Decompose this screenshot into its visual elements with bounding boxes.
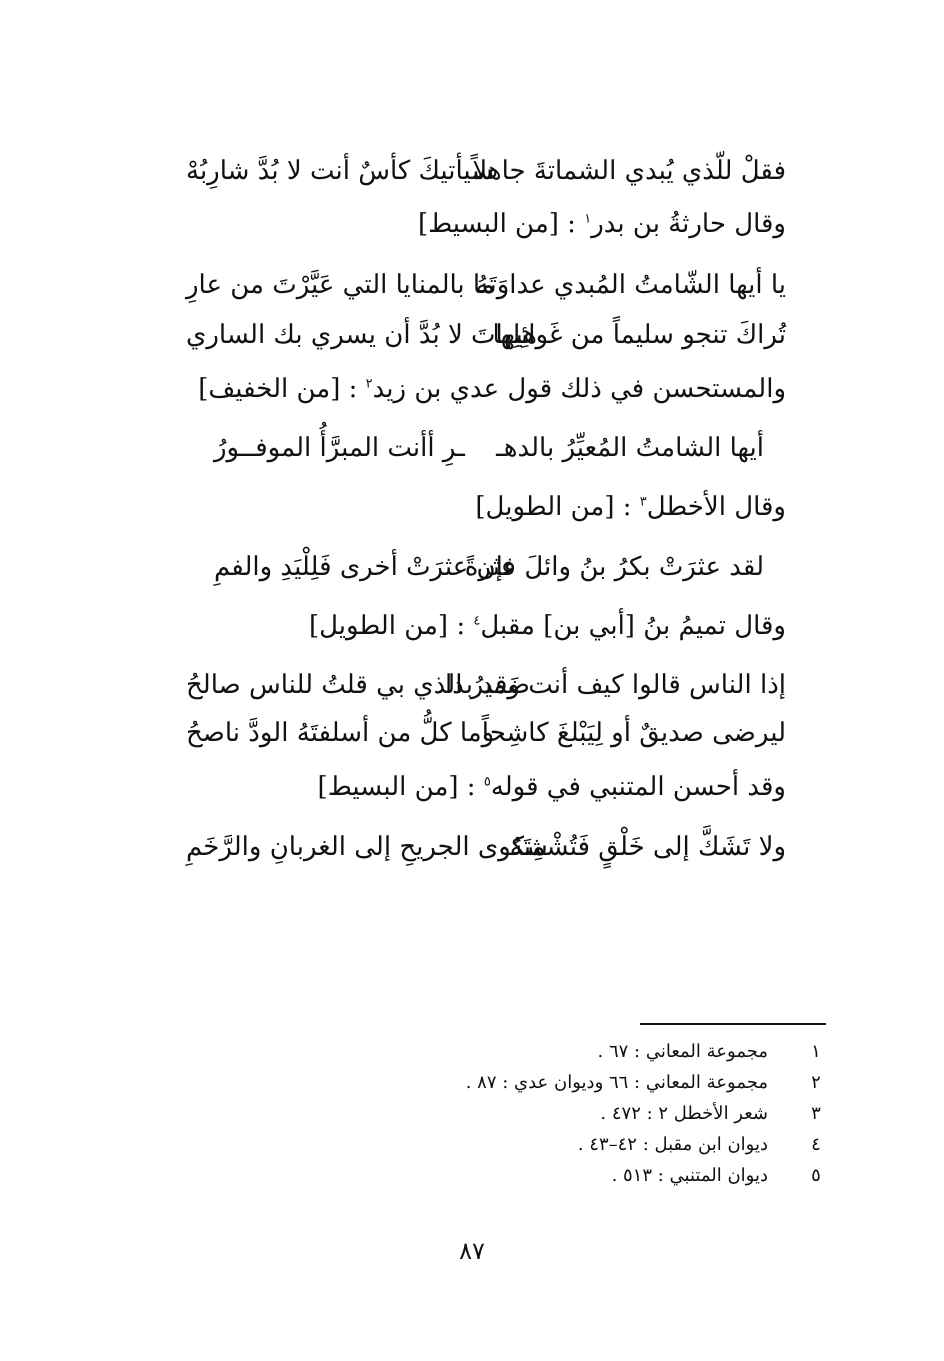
footnote-number: ٣ <box>811 1103 821 1124</box>
footnote-marker: ٢ <box>365 376 373 392</box>
verse-second-hemistich: هيهاتَ لا بُدَّ أن يسري بك الساري <box>186 320 537 350</box>
verse-second-hemistich: ـرِ أأنت المبرَّأُ الموفــورُ <box>214 433 465 463</box>
verse-first-hemistich: ولا تَشَكَّ إلى خَلْقٍ فَتُشْمِتَهُ <box>509 832 786 862</box>
meter-label: : [من البسيط] <box>417 209 585 239</box>
footnote <box>466 1040 826 1064</box>
verse-line <box>186 716 786 750</box>
verse-first-hemistich: تُراكَ تنجو سليماً من غَوائِلِها <box>492 320 786 350</box>
footnote-text: ديوان ابن مقبل : ٤٢–٤٣ . <box>577 1134 768 1155</box>
footnote-number: ٥ <box>811 1165 821 1186</box>
verse-second-hemistich: شكوى الجريحِ إلى الغربانِ والرَّخَمِ <box>186 832 548 862</box>
verse-first-hemistich: ليرضى صديقٌ أو لِيَبْلغَ كاشِحاً <box>481 718 786 748</box>
verse-line <box>186 431 786 465</box>
footnote-number: ٢ <box>811 1072 821 1093</box>
verse-line <box>186 318 786 352</box>
footnote-separator <box>640 1023 826 1025</box>
attribution-text: وقال حارثةُ بن بدر <box>591 209 786 239</box>
footnote-text: مجموعة المعاني : ٦٧ . <box>597 1041 768 1062</box>
page-number: ٨٧ <box>459 1237 485 1265</box>
footnote-text: شعر الأخطل ٢ : ٤٧٢ . <box>600 1103 768 1124</box>
footnote <box>466 1102 826 1126</box>
footnote-text: ديوان المتنبي : ٥١٣ . <box>611 1165 768 1186</box>
attribution-line <box>186 609 786 643</box>
verse-line <box>186 830 786 864</box>
footnote-text: مجموعة المعاني : ٦٦ وديوان عدي : ٨٧ . <box>465 1072 768 1093</box>
attribution-text: والمستحسن في ذلك قول عدي بن زيد <box>372 374 786 404</box>
meter-label: : [من الطويل] <box>308 611 474 641</box>
meter-label: : [من البسيط] <box>317 772 484 802</box>
attribution-line <box>186 372 786 406</box>
verse-first-hemistich: فقلْ للّذي يُبدي الشماتةَ جاهلاً <box>472 156 786 186</box>
verse-second-hemistich: ما بالمنايا التي عَيَّرْتَ من عارِ <box>186 270 495 300</box>
attribution-text: وقال الأخطل <box>646 492 786 522</box>
footnote-marker: ١ <box>584 211 592 227</box>
verse-second-hemistich: فإن عثرَتْ أخرى فَلِلْيَدِ والفمِ <box>214 552 516 582</box>
footnote <box>466 1133 826 1157</box>
footnote-number: ٤ <box>811 1134 821 1155</box>
verse-second-hemistich: وما كلُّ من أسلفتَهُ الودَّ ناصحُ <box>186 718 495 748</box>
footnote <box>466 1164 826 1188</box>
attribution-text: وقد أحسن المتنبي في قوله <box>490 772 786 802</box>
meter-label: : [من الخفيف] <box>198 374 366 404</box>
verse-second-hemistich: سيأتيكَ كأسٌ أنت لا بُدَّ شارِبُهْ <box>186 156 494 186</box>
footnote-marker: ٣ <box>639 494 647 510</box>
verse-line <box>186 268 786 302</box>
attribution-text: وقال تميمُ بنُ [أبي بن] مقبل <box>480 611 786 641</box>
verse-line <box>186 154 786 188</box>
verse-first-hemistich: يا أيها الشّامتُ المُبدي عداوَتَهُ <box>475 270 786 300</box>
attribution-line <box>186 490 786 524</box>
footnote-marker: ٤ <box>473 613 481 629</box>
verse-line <box>186 550 786 584</box>
meter-label: : [من الطويل] <box>475 492 640 522</box>
verse-first-hemistich: لقد عثرَتْ بكرُ بنُ وائلَ عثرةً <box>464 552 764 582</box>
footnote-marker: ٥ <box>483 774 491 790</box>
verse-second-hemistich: ضَميرُ الذي بي قلتُ للناس صالحُ <box>186 670 530 700</box>
attribution-line <box>186 207 786 241</box>
footnote-number: ١ <box>811 1041 821 1062</box>
verse-first-hemistich: إذا الناس قالوا كيف أنت وقد بدا <box>444 670 786 700</box>
attribution-line <box>186 770 786 804</box>
verse-first-hemistich: أيها الشامتُ المُعيِّرُ بالدهـ <box>496 433 764 463</box>
footnote <box>466 1071 826 1095</box>
verse-line <box>186 668 786 702</box>
